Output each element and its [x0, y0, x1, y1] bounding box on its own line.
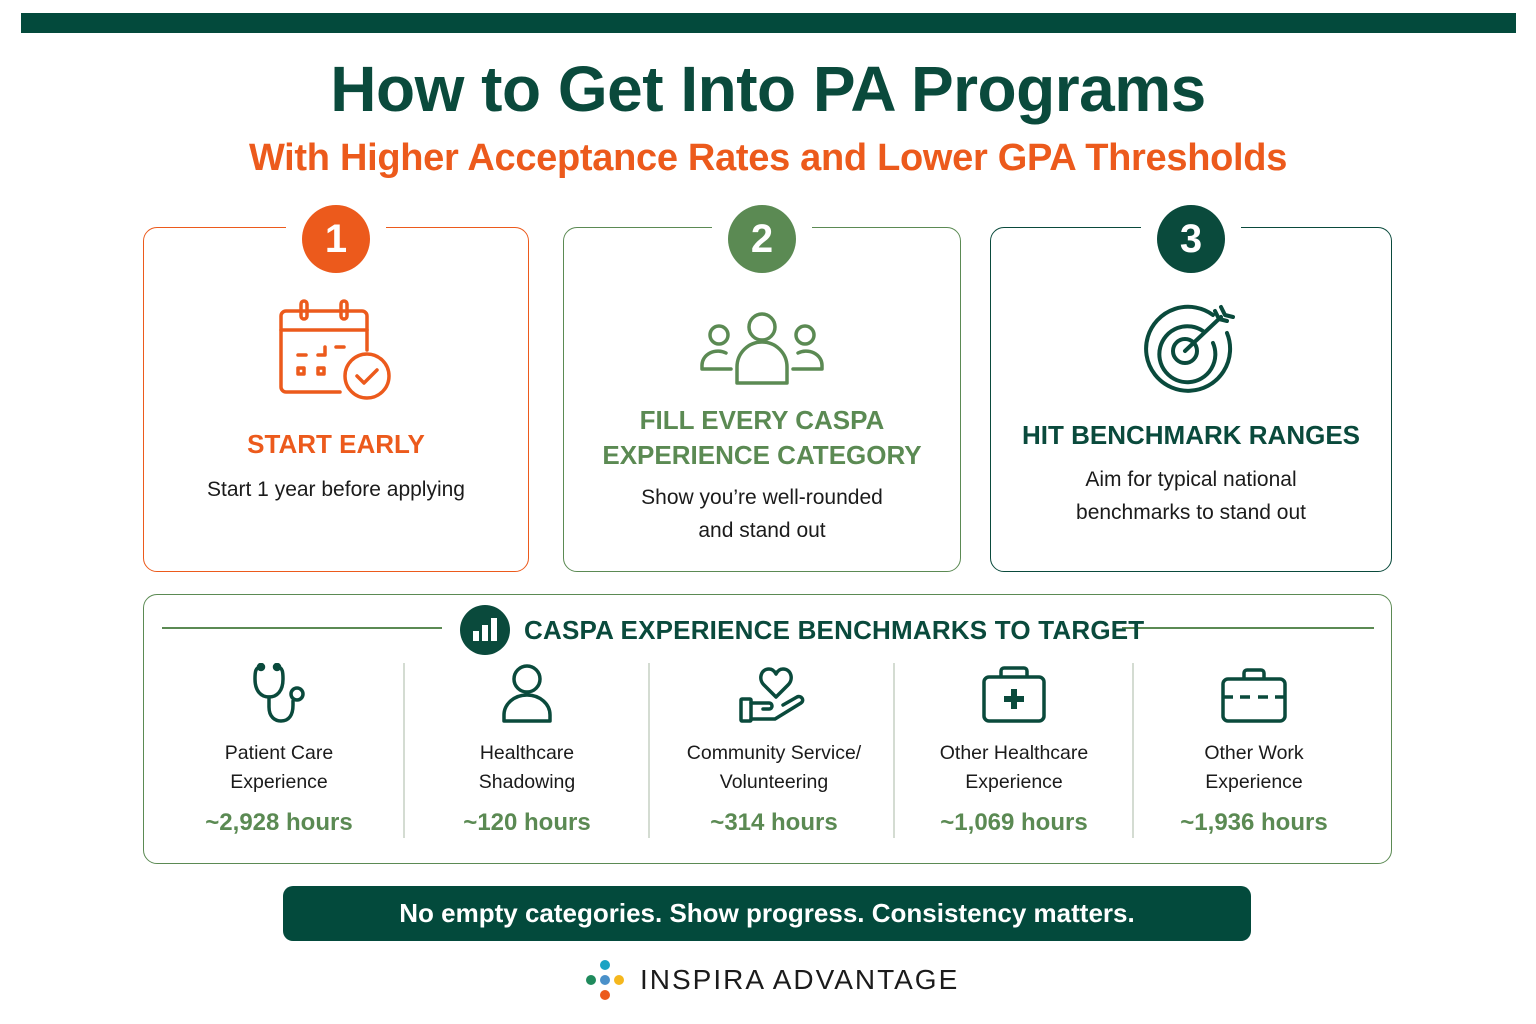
target-arrow-icon [991, 303, 1391, 395]
step-number-badge: 1 [302, 205, 370, 273]
step-heading: FILL EVERY CASPA EXPERIENCE CATEGORY [602, 405, 922, 470]
top-accent-bar [21, 13, 1516, 33]
benchmark-hours: ~1,069 hours [940, 809, 1088, 836]
step-description: Show you’re well-rounded and stand out [641, 486, 883, 542]
benchmark-hours: ~1,936 hours [1180, 809, 1328, 836]
column-divider [1132, 663, 1134, 838]
benchmark-other-healthcare [909, 655, 1119, 835]
benchmarks-panel [143, 594, 1392, 864]
benchmark-name: Patient Care Experience [224, 742, 334, 793]
benchmark-hours: ~120 hours [463, 809, 591, 836]
benchmark-shadowing [422, 655, 632, 835]
step-card-start-early [143, 216, 529, 572]
benchmark-hours: ~2,928 hours [205, 809, 353, 836]
logo-dots-icon [584, 958, 626, 1002]
step-heading: HIT BENCHMARK RANGES [1022, 420, 1360, 450]
benchmarks-header [460, 605, 1144, 655]
benchmark-other-work [1149, 655, 1359, 835]
column-divider [893, 663, 895, 838]
column-divider [648, 663, 650, 838]
benchmark-hours: ~314 hours [710, 809, 838, 836]
briefcase-icon [1149, 655, 1359, 725]
step-card-fill-categories [563, 216, 961, 572]
page-subtitle: With Higher Acceptance Rates and Lower GPA Thresholds [248, 137, 1288, 179]
benchmark-community-service [664, 655, 884, 835]
step-heading: START EARLY [247, 429, 425, 459]
column-divider [403, 663, 405, 838]
benchmark-name: Other Work Experience [1204, 742, 1304, 793]
step-description: Aim for typical national benchmarks to stand out [1076, 468, 1306, 524]
medical-kit-icon [909, 655, 1119, 725]
calendar-check-icon [144, 298, 528, 402]
benchmark-patient-care [174, 655, 384, 835]
header-rule-right [1122, 627, 1374, 629]
stethoscope-icon [174, 655, 384, 725]
takeaway-banner: No empty categories. Show progress. Consistency matters. [283, 886, 1251, 941]
step-number-badge: 3 [1157, 205, 1225, 273]
benchmark-name: Healthcare Shadowing [478, 742, 576, 793]
person-icon [422, 655, 632, 725]
step-description: Start 1 year before applying [207, 478, 465, 501]
step-number-badge: 2 [728, 205, 796, 273]
benchmark-name: Community Service/ Volunteering [686, 742, 862, 793]
heart-hand-icon [664, 655, 884, 725]
page-title: How to Get Into PA Programs [330, 53, 1206, 125]
brand-logo [584, 958, 959, 1002]
step-card-hit-benchmarks [990, 216, 1392, 572]
bar-chart-icon [460, 605, 510, 655]
group-people-icon [564, 311, 960, 387]
benchmark-name: Other Healthcare Experience [939, 742, 1089, 793]
logo-wordmark: INSPIRA ADVANTAGE [640, 964, 960, 995]
benchmarks-title: CASPA EXPERIENCE BENCHMARKS TO TARGET [524, 614, 1145, 645]
header-rule-left [162, 627, 442, 629]
